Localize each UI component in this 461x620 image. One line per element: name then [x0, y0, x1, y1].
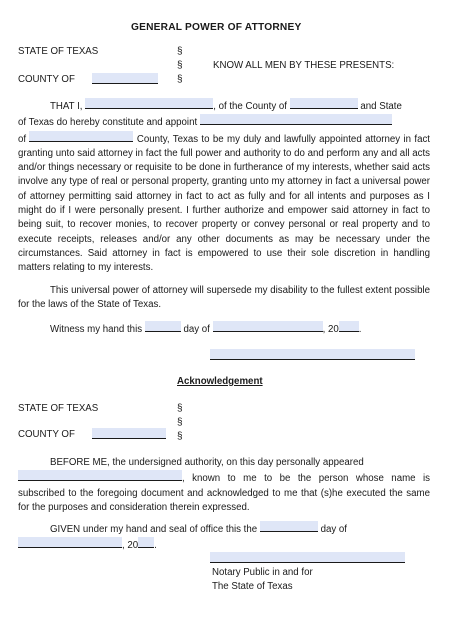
witness-year-field[interactable] — [339, 321, 359, 332]
acknowledgement-heading: Acknowledgement — [177, 376, 263, 387]
know-all-men-text: KNOW ALL MEN BY THESE PRESENTS: — [213, 60, 395, 71]
notary-title-line2: The State of Texas — [212, 581, 293, 592]
appeared-name-field[interactable] — [18, 470, 182, 481]
section-mark: § — [177, 403, 183, 414]
witness-month-field[interactable] — [213, 321, 323, 332]
attorney-name-field[interactable] — [200, 114, 392, 125]
section-mark: § — [177, 431, 183, 442]
given-line: GIVEN under my hand and seal of office this the day of , 20 . — [18, 521, 430, 554]
supersede-paragraph: This universal power of attorney will supersede my disability to the fullest extent possible for the laws of the State of Texas. — [18, 285, 430, 311]
witness-line: Witness my hand this day of , 20 . — [50, 321, 361, 337]
county-label: COUNTY OF — [18, 429, 75, 440]
section-mark: § — [177, 417, 183, 428]
given-year-field[interactable] — [138, 537, 154, 548]
given-day-field[interactable] — [260, 521, 318, 532]
notary-signature-field[interactable] — [210, 552, 405, 563]
principal-county-field[interactable] — [290, 98, 358, 109]
state-label: STATE OF TEXAS — [18, 46, 99, 57]
section-mark: § — [177, 74, 183, 85]
principal-name-field[interactable] — [85, 98, 213, 109]
appointment-paragraph: THAT I, , of the County of and State of Texas do hereby constitute and appoint of County, Texas to be my duly and lawfully appointed attorney in fact granting unto said attorney in fact the full power and authority to do and perform any and all acts and/or things necessary or requisite to be done in furtherance of my interests, whether said acts involve any type of real or personal property, granting unto my attorney in fact a universal power of attorney permitting said attorney in fact to act as fully and for all intents and purposes as I might do if I were personally present. I further authorize and empower said attorney in fact to being suit, to recover monies, to recover property or convey personal or real property and to execute receipts, releases and/or any other documents as may be necessary under the circumstances. Said attorney in fact is empowered to use their sole discretion in handling matters relating to my interests. — [18, 98, 430, 276]
ack-county-field[interactable] — [92, 428, 166, 439]
given-month-field[interactable] — [18, 537, 122, 548]
witness-day-field[interactable] — [145, 321, 181, 332]
county-label: COUNTY OF — [18, 74, 75, 85]
section-mark: § — [177, 60, 183, 71]
state-label: STATE OF TEXAS — [18, 403, 99, 414]
notary-appearance-paragraph: BEFORE ME, the undersigned authority, on this day personally appeared , known to me to be the person whose name is subscribed to the foregoing document and acknowledged to me that (s)he executed the same for the purposes and consideration therein expressed. — [18, 457, 430, 513]
principal-signature-field[interactable] — [210, 349, 415, 360]
county-field[interactable] — [92, 73, 158, 84]
document-title: GENERAL POWER OF ATTORNEY — [131, 22, 302, 33]
notary-title-line1: Notary Public in and for — [212, 567, 313, 578]
section-mark: § — [177, 46, 183, 57]
attorney-county-field[interactable] — [29, 131, 133, 142]
